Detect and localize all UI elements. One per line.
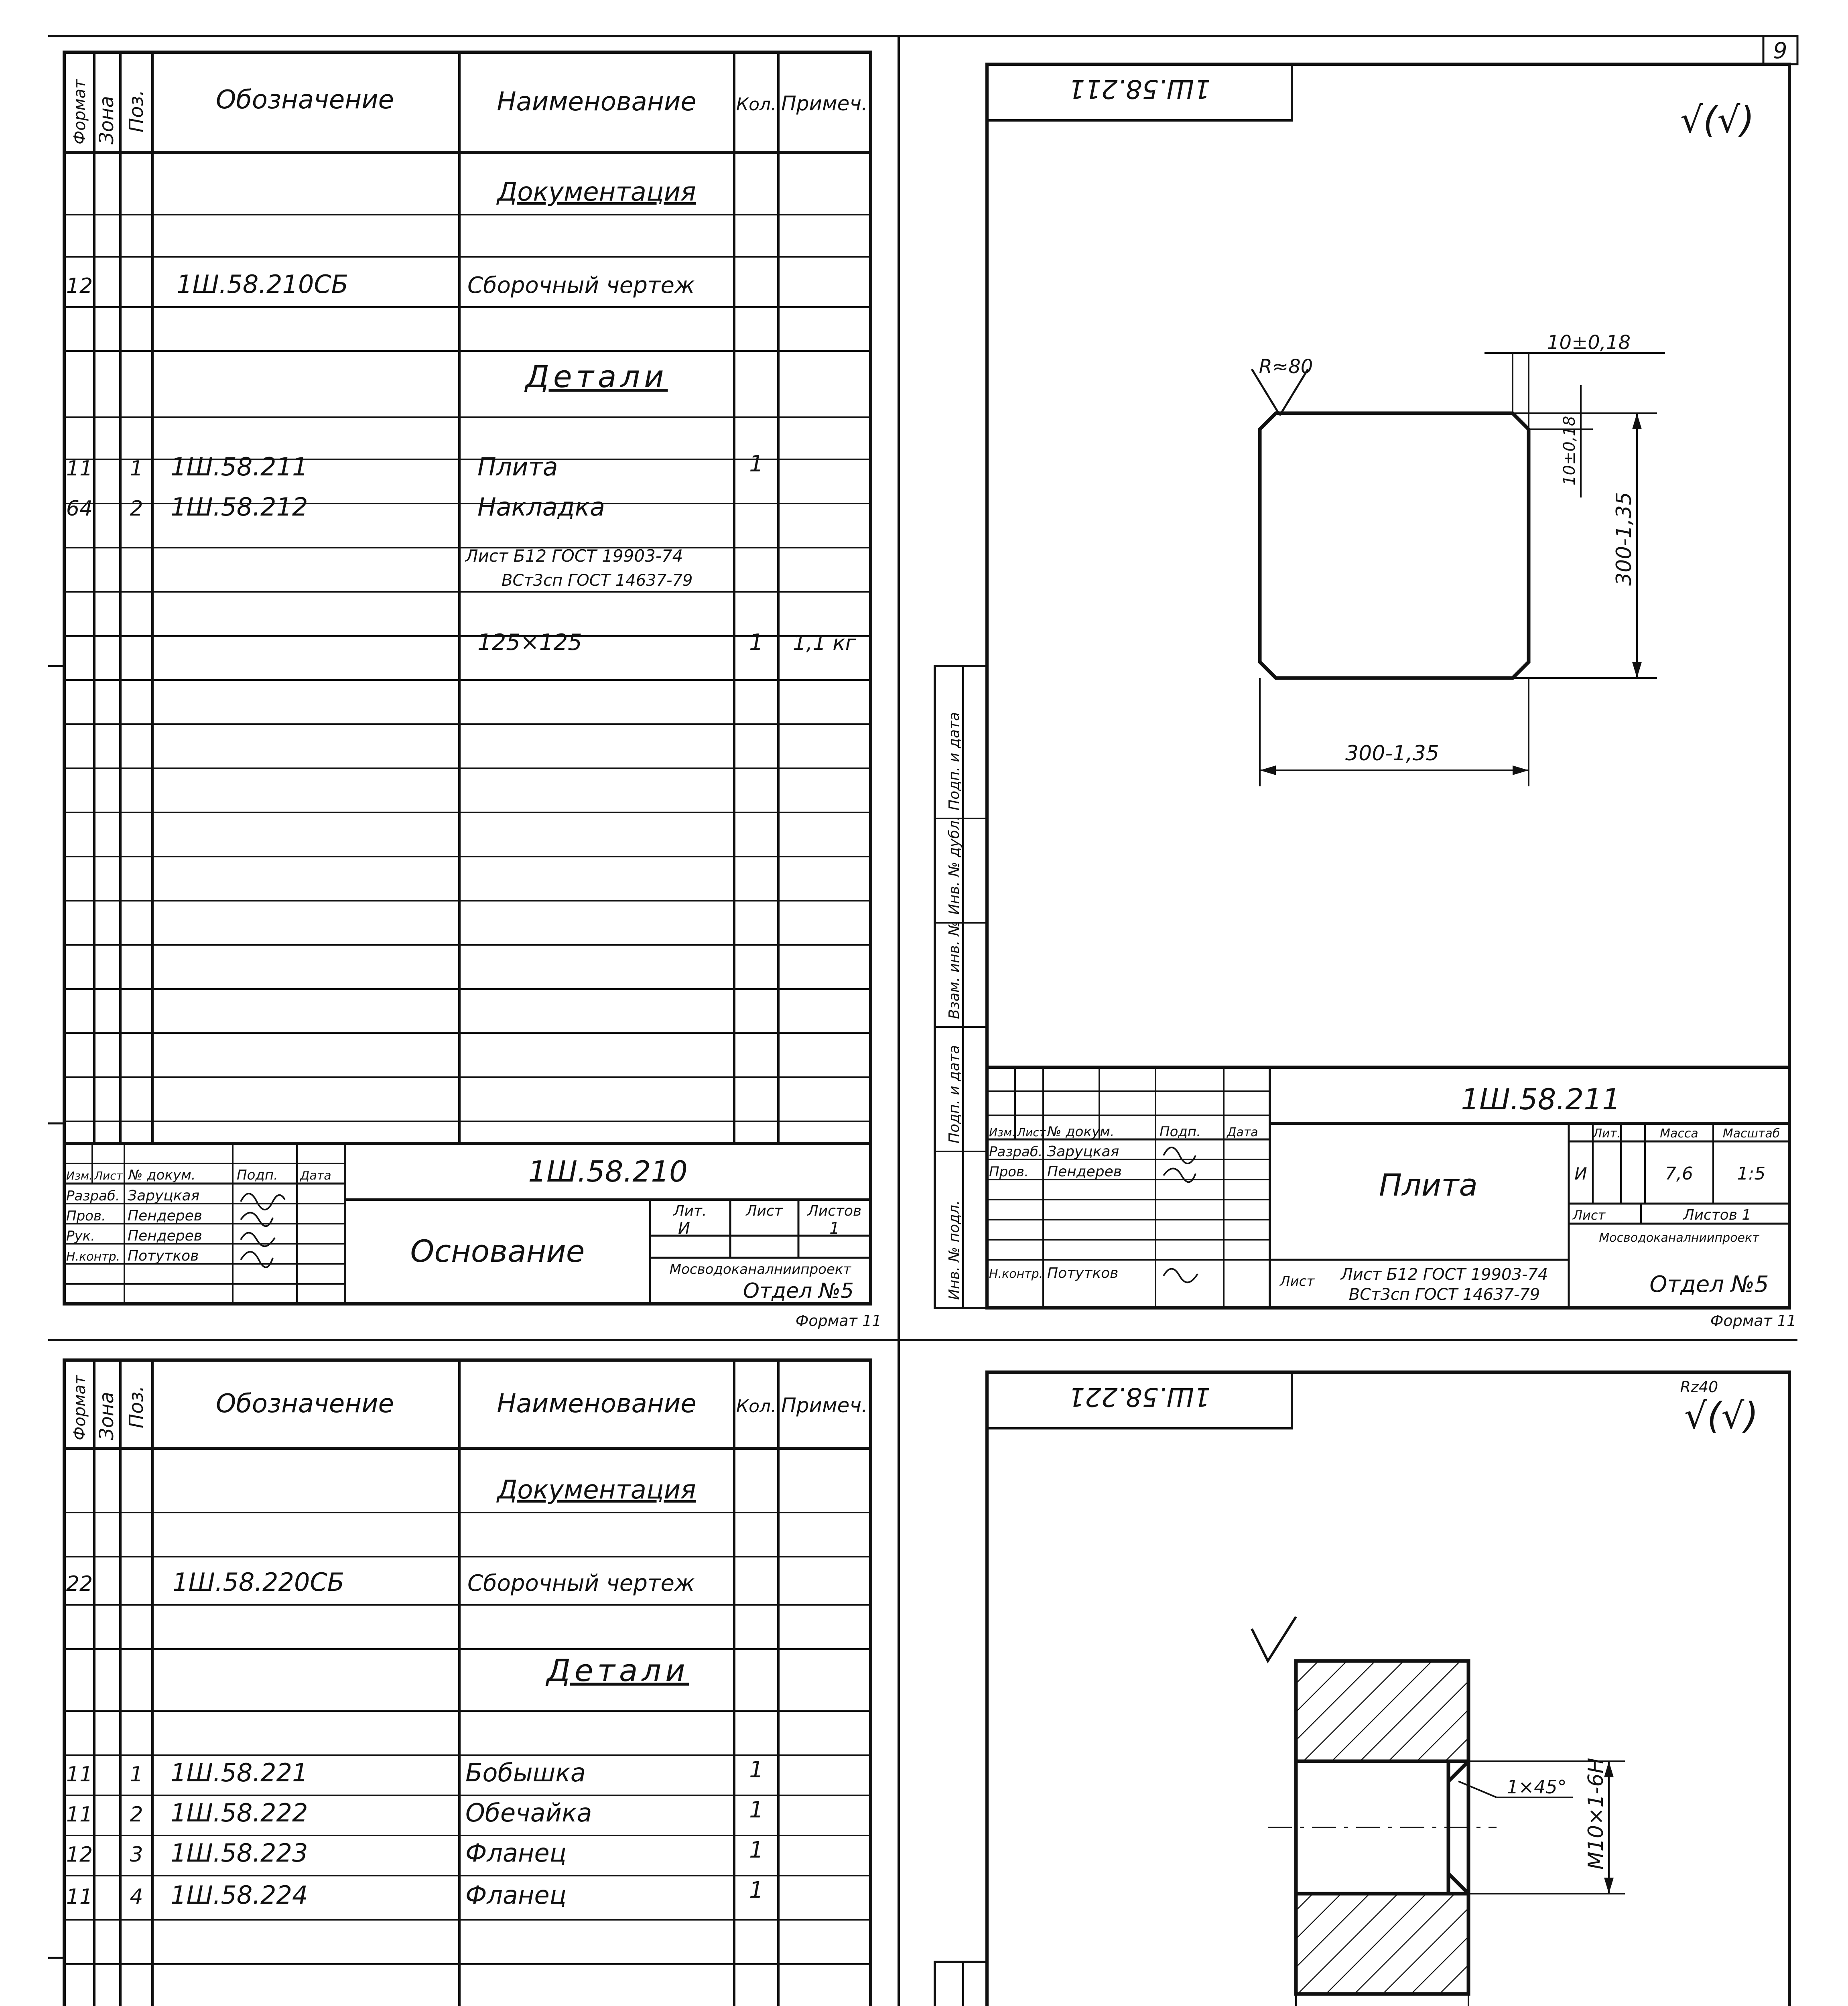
plate-outline <box>1260 413 1529 678</box>
dim-width: 300-1,35 <box>1345 741 1439 765</box>
part-qty: 1 <box>749 1837 764 1863</box>
title-code: 1Ш.58.211 <box>1461 1082 1621 1116</box>
roughness-top: Rz40 <box>1680 1378 1718 1396</box>
part-format: 11 <box>66 1762 93 1787</box>
format-label: Формат 11 <box>1710 1312 1797 1330</box>
stamp-sheet: Лист <box>1017 1126 1046 1139</box>
person-checker: Пендерев <box>128 1208 203 1224</box>
part-qty: 1 <box>749 1877 764 1903</box>
role-checker: Пров. <box>989 1164 1029 1180</box>
part-pos: 1 <box>130 457 143 481</box>
part-format: 11 <box>66 1803 93 1827</box>
org-name: Мосводоканалниипроект <box>669 1261 851 1277</box>
sheets-label: Листов 1 <box>1683 1207 1751 1223</box>
lit-value: И <box>678 1219 690 1238</box>
part-name: Плита <box>477 452 558 481</box>
role-head: Рук. <box>66 1228 95 1244</box>
part-designation: 1Ш.58.212 <box>171 492 308 522</box>
part-name: Фланец <box>465 1880 567 1910</box>
person-checker: Пендерев <box>1047 1163 1122 1180</box>
part-name: Обечайка <box>465 1798 592 1827</box>
dim-radius: R≈80 <box>1259 355 1313 378</box>
mass-value: 1,1 кг <box>793 631 856 655</box>
part-pos: 2 <box>130 497 143 521</box>
material-line-2: ВСт3сп ГОСТ 14637-79 <box>502 571 693 590</box>
part-qty: 1 <box>749 1797 764 1823</box>
col-name-label: Наименование <box>497 87 697 117</box>
col-format-label: Формат <box>71 1375 89 1440</box>
stamp-doc-no: № докум. <box>1047 1124 1115 1140</box>
col-zone-label: Зона <box>95 1392 118 1440</box>
stamp-mass: Масса <box>1660 1127 1698 1141</box>
person-developer: Заруцкая <box>1047 1143 1119 1160</box>
roughness-mark: √(√) <box>1684 1395 1759 1437</box>
stamp-sign: Подп. <box>237 1167 278 1183</box>
person-norm: Потутков <box>1047 1265 1119 1281</box>
section-parts-title: Детали <box>525 359 668 394</box>
dept-name: Отдел №5 <box>1649 1271 1769 1297</box>
lit-value: И <box>1574 1164 1587 1184</box>
stamp-sheet: Лист <box>94 1169 123 1182</box>
col-zone-label: Зона <box>95 96 118 144</box>
part-format: 11 <box>66 1885 93 1909</box>
dim-thread: М10×1-6Н <box>1584 1758 1608 1870</box>
part-qty: 1 <box>749 451 764 477</box>
part-pos: 2 <box>130 1803 143 1827</box>
part-row <box>66 1757 764 1787</box>
rotated-code: 1Ш.58.211 <box>1068 74 1210 104</box>
dim-chamfer: 1×45° <box>1507 1776 1567 1798</box>
doc-row-format: 12 <box>66 274 93 298</box>
part-row <box>66 492 605 522</box>
format-label: Формат 11 <box>795 1312 882 1330</box>
person-developer: Заруцкая <box>128 1188 200 1204</box>
part-name: Накладка <box>477 492 605 522</box>
section-docs-title: Документация <box>497 1475 696 1505</box>
part-pos: 4 <box>130 1885 143 1909</box>
part-qty: 1 <box>749 1757 764 1783</box>
stamp-date: Дата <box>300 1169 331 1183</box>
material-line-2: ВСт3сп ГОСТ 14637-79 <box>1348 1285 1540 1304</box>
dim-chamfer-h: 10±0,18 <box>1547 331 1631 354</box>
side-columns <box>935 666 987 1308</box>
part-row <box>66 1877 764 1910</box>
section-docs-title: Документация <box>497 177 696 207</box>
part-designation: 1Ш.58.221 <box>171 1758 308 1787</box>
stamp-sheets: Листов <box>807 1203 862 1219</box>
col-format-label: Формат <box>71 79 89 144</box>
stamp-scale: Масштаб <box>1722 1127 1780 1141</box>
part-row <box>66 451 764 481</box>
side-col-label: Инв. № дубл. <box>946 816 963 915</box>
part-designation: 1Ш.58.223 <box>171 1838 308 1868</box>
dept-name: Отдел №5 <box>743 1279 854 1303</box>
part-designation: 1Ш.58.222 <box>171 1798 308 1827</box>
roughness-mark: √(√) <box>1680 99 1755 141</box>
col-pos-label: Поз. <box>125 89 148 132</box>
part-name: Бобышка <box>465 1758 586 1787</box>
scale-value: 1:5 <box>1737 1163 1766 1184</box>
doc-row-designation: 1Ш.58.210СБ <box>177 270 349 299</box>
section-hatch-bottom <box>1296 1894 1468 1994</box>
col-designation-label: Обозначение <box>215 1389 394 1419</box>
spec-sheet-base <box>48 52 881 1330</box>
title-code: 1Ш.58.210 <box>528 1155 688 1188</box>
person-head: Пендерев <box>128 1228 203 1244</box>
stamp-change: Изм. <box>989 1126 1015 1139</box>
col-pos-label: Поз. <box>125 1385 148 1428</box>
dim-height: 300-1,35 <box>1612 492 1636 586</box>
spec-rows <box>64 215 871 1121</box>
section-hatch-top <box>1296 1661 1468 1761</box>
title-name: Плита <box>1379 1167 1478 1203</box>
signature-scribble <box>1164 1147 1198 1282</box>
material-line-1: Лист Б12 ГОСТ 19903-74 <box>1340 1265 1548 1284</box>
side-col-label: Инв. № подл. <box>946 1200 963 1300</box>
stamp-lit: Лит. <box>673 1203 707 1219</box>
side-col-label: Подп. и дата <box>946 1045 963 1143</box>
role-checker: Пров. <box>66 1208 106 1224</box>
page-number: 9 <box>1773 38 1787 63</box>
stamp-sheet-of: Лист <box>746 1203 783 1219</box>
stamp-sheet-of: Лист <box>1280 1273 1315 1289</box>
dim-chamfer-v: 10±0,18 <box>1560 416 1579 485</box>
role-norm: Н.контр. <box>989 1267 1043 1281</box>
size-value: 125×125 <box>477 629 582 656</box>
role-developer: Разраб. <box>66 1188 120 1204</box>
person-norm: Потутков <box>128 1248 199 1264</box>
side-columns <box>935 1962 987 2006</box>
col-qty-label: Кол. <box>736 94 777 115</box>
part-designation: 1Ш.58.224 <box>171 1880 308 1910</box>
col-name-label: Наименование <box>497 1389 697 1419</box>
role-norm: Н.контр. <box>66 1250 120 1264</box>
col-note-label: Примеч. <box>781 1394 868 1417</box>
mass-value: 7,6 <box>1665 1163 1693 1184</box>
doc-row-name: Сборочный чертеж <box>467 272 695 298</box>
rotated-code: 1Ш.58.221 <box>1068 1382 1210 1411</box>
part-format: 12 <box>66 1843 93 1867</box>
part-format: 11 <box>66 457 93 481</box>
part-name: Фланец <box>465 1838 567 1868</box>
doc-row-name: Сборочный чертеж <box>467 1570 695 1596</box>
part-row <box>66 1797 764 1827</box>
doc-row-designation: 1Ш.58.220СБ <box>173 1567 345 1597</box>
part-pos: 3 <box>130 1843 143 1867</box>
col-qty-label: Кол. <box>736 1396 777 1417</box>
doc-row-format: 22 <box>66 1572 93 1596</box>
stamp-sign: Подп. <box>1160 1124 1201 1140</box>
section-parts-title: Детали <box>546 1653 689 1688</box>
stamp-date: Дата <box>1227 1125 1258 1139</box>
spec-sheet-body <box>48 1360 881 2006</box>
side-col-label: Подп. и дата <box>946 712 963 810</box>
org-name: Мосводоканалниипроект <box>1599 1231 1759 1245</box>
signature-scribble <box>241 1194 285 1267</box>
title-block <box>64 1143 871 1304</box>
role-developer: Разраб. <box>989 1144 1043 1160</box>
part-row <box>66 1837 764 1868</box>
material-line-1: Лист Б12 ГОСТ 19903-74 <box>465 546 683 566</box>
title-block <box>987 1067 1789 1308</box>
col-note-label: Примеч. <box>781 92 868 115</box>
stamp-change: Изм. <box>66 1169 93 1182</box>
stamp-doc-no: № докум. <box>128 1167 196 1183</box>
col-designation-label: Обозначение <box>215 85 394 115</box>
part-designation: 1Ш.58.211 <box>171 452 308 481</box>
stamp-sheet-of: Лист <box>1573 1208 1606 1223</box>
part-format: 64 <box>66 497 93 521</box>
stamp-lit: Лит. <box>1593 1127 1621 1141</box>
size-qty: 1 <box>749 629 764 656</box>
title-name: Основание <box>410 1233 585 1269</box>
side-col-label: Взам. инв. № <box>946 921 963 1019</box>
sheets-value: 1 <box>829 1219 840 1238</box>
drawing-sheet-plate <box>935 64 1796 1330</box>
drawing-sheet-boss <box>935 1372 1789 2006</box>
part-pos: 1 <box>130 1762 143 1787</box>
